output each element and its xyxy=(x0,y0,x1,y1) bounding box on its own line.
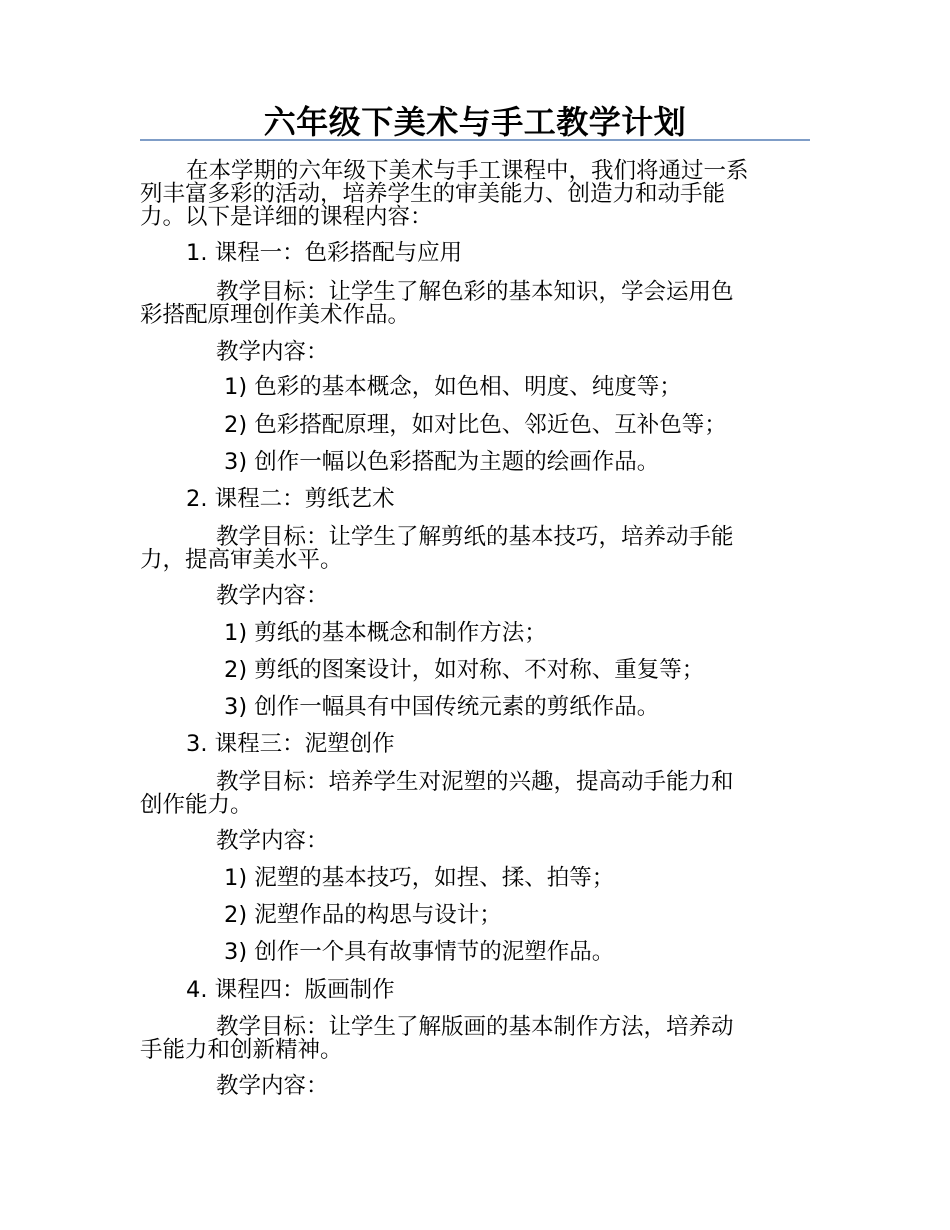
course-1-item-1: 1) 色彩的基本概念，如色相、明度、纯度等； xyxy=(224,374,682,400)
course-4-content-label: 教学内容： xyxy=(216,1073,329,1099)
course-4-goal-line-1: 教学目标：让学生了解版画的基本制作方法，培养动 xyxy=(216,1014,734,1040)
course-3-content-label: 教学内容： xyxy=(216,828,329,854)
course-3-goal-line-1: 教学目标：培养学生对泥塑的兴趣，提高动手能力和 xyxy=(216,769,734,795)
page-title: 六年级下美术与手工教学计划 xyxy=(263,103,687,141)
intro-line-1: 在本学期的六年级下美术与手工课程中，我们将通过一系 xyxy=(186,158,749,184)
course-2-goal-line-2: 力，提高审美水平。 xyxy=(140,547,343,573)
course-3-goal-line-2: 创作能力。 xyxy=(140,792,253,818)
intro-line-2: 列丰富多彩的活动，培养学生的审美能力、创造力和动手能 xyxy=(140,181,726,207)
course-2-goal-line-1: 教学目标：让学生了解剪纸的基本技巧，培养动手能 xyxy=(216,524,734,550)
course-3-item-1: 1) 泥塑的基本技巧，如捏、揉、拍等； xyxy=(224,865,615,891)
course-3-heading: 3. 课程三：泥塑创作 xyxy=(186,731,395,757)
course-3-item-3: 3) 创作一个具有故事情节的泥塑作品。 xyxy=(224,939,615,965)
course-2-content-label: 教学内容： xyxy=(216,583,329,609)
course-1-item-2: 2) 色彩搭配原理，如对比色、邻近色、互补色等； xyxy=(224,412,727,438)
intro-line-3: 力。以下是详细的课程内容： xyxy=(140,204,433,230)
course-2-item-1: 1) 剪纸的基本概念和制作方法； xyxy=(224,620,547,646)
course-2-heading: 2. 课程二：剪纸艺术 xyxy=(186,486,395,512)
course-3-item-2: 2) 泥塑作品的构思与设计； xyxy=(224,902,502,928)
course-1-goal-line-1: 教学目标：让学生了解色彩的基本知识，学会运用色 xyxy=(216,279,734,305)
course-4-goal-line-2: 手能力和创新精神。 xyxy=(140,1037,343,1063)
course-1-content-label: 教学内容： xyxy=(216,339,329,365)
course-2-item-3: 3) 创作一幅具有中国传统元素的剪纸作品。 xyxy=(224,694,660,720)
course-1-item-3: 3) 创作一幅以色彩搭配为主题的绘画作品。 xyxy=(224,449,660,475)
course-1-goal-line-2: 彩搭配原理创作美术作品。 xyxy=(140,302,411,328)
course-1-heading: 1. 课程一：色彩搭配与应用 xyxy=(186,240,463,266)
title-underline xyxy=(140,139,810,141)
course-2-item-2: 2) 剪纸的图案设计，如对称、不对称、重复等； xyxy=(224,657,705,683)
course-4-heading: 4. 课程四：版画制作 xyxy=(186,977,395,1003)
